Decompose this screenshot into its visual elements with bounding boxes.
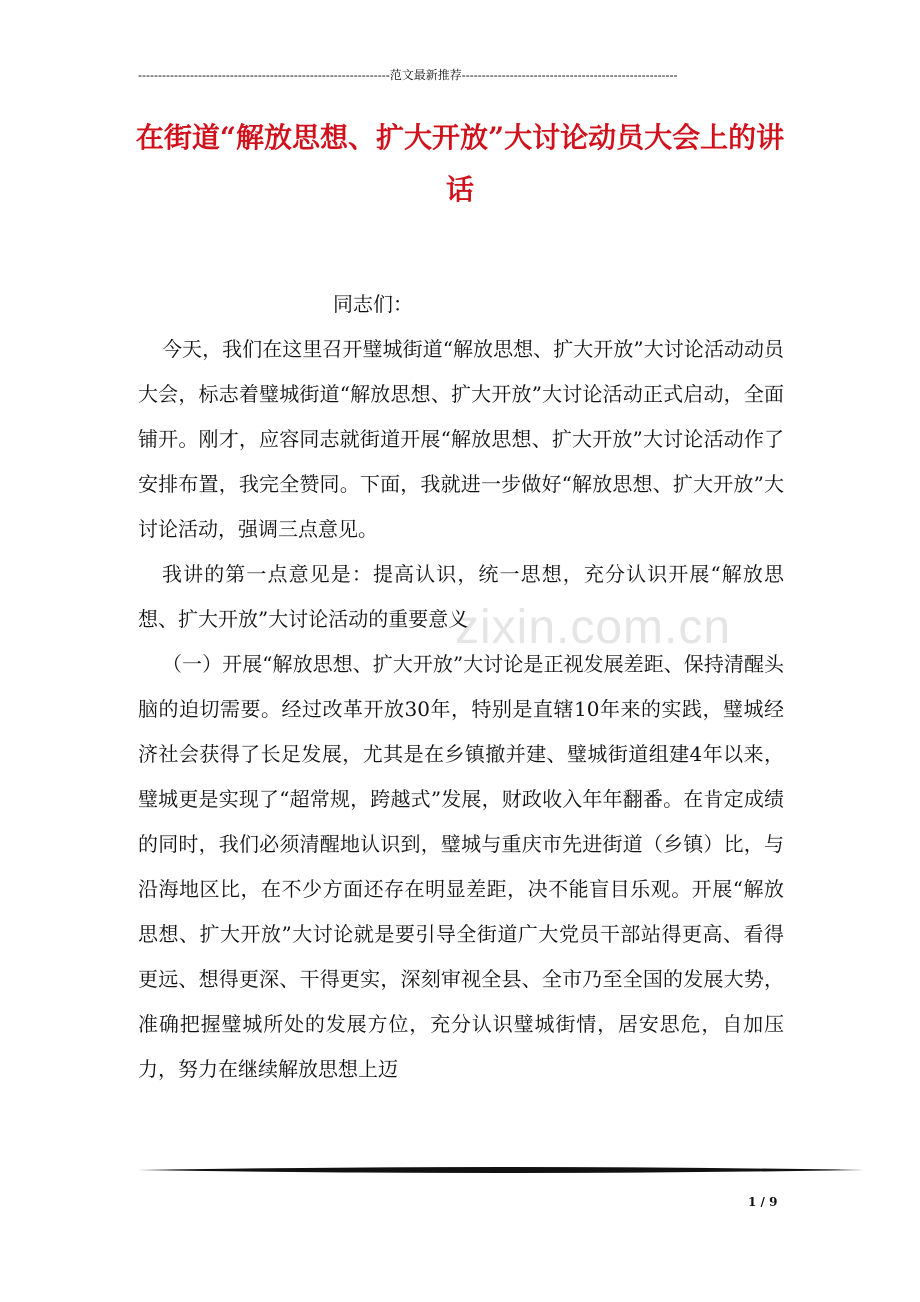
footer-divider [138,1166,864,1174]
page-number: 1 / 9 [748,1195,778,1209]
paragraph: 我讲的第一点意见是：提高认识，统一思想，充分认识开展“解放思想、扩大开放”大讨论活动的重要意义 [138,562,784,631]
page-header-recommendation: ---------------------------------------------------------------范文最新推荐------------------------------------------------------ [138,68,678,82]
salutation: 同志们： [333,292,413,316]
document-body [138,282,784,1092]
paragraph: （一）开展“解放思想、扩大开放”大讨论是正视发展差距、保持清醒头脑的迫切需要。经过改革开放30年，特别是直辖10年来的实践，璧城经济社会获得了长足发展，尤其是在乡镇撤并建、璧城街道组建4年以来，璧城更是实现了“超常规，跨越式”发展，财政收入年年翻番。在肯定成绩的同时，我们必须清醒地认识到，璧城与重庆市先进街道（乡镇）比，与沿海地区比，在不少方面还存在明显差距，决不能盲目乐观。开展“解放思想、扩大开放”大讨论就是要引导全街道广大党员干部站得更高、看得更远、想得更深、干得更实，深刻审视全县、全市乃至全国的发展大势，准确把握璧城所处的发展方位，充分认识璧城街情，居安思危，自加压力，努力在继续解放思想上迈 [138,652,784,1081]
paragraph: 今天，我们在这里召开璧城街道“解放思想、扩大开放”大讨论活动动员大会，标志着璧城街道“解放思想、扩大开放”大讨论活动正式启动，全面铺开。刚才，应容同志就街道开展“解放思想、扩大开放”大讨论活动作了安排布置，我完全赞同。下面，我就进一步做好“解放思想、扩大开放”大讨论活动，强调三点意见。 [138,337,784,541]
watermark: zixin.com.cn [455,601,732,654]
document-title: 在街道“解放思想、扩大开放”大讨论动员大会上的讲话 [135,121,785,206]
